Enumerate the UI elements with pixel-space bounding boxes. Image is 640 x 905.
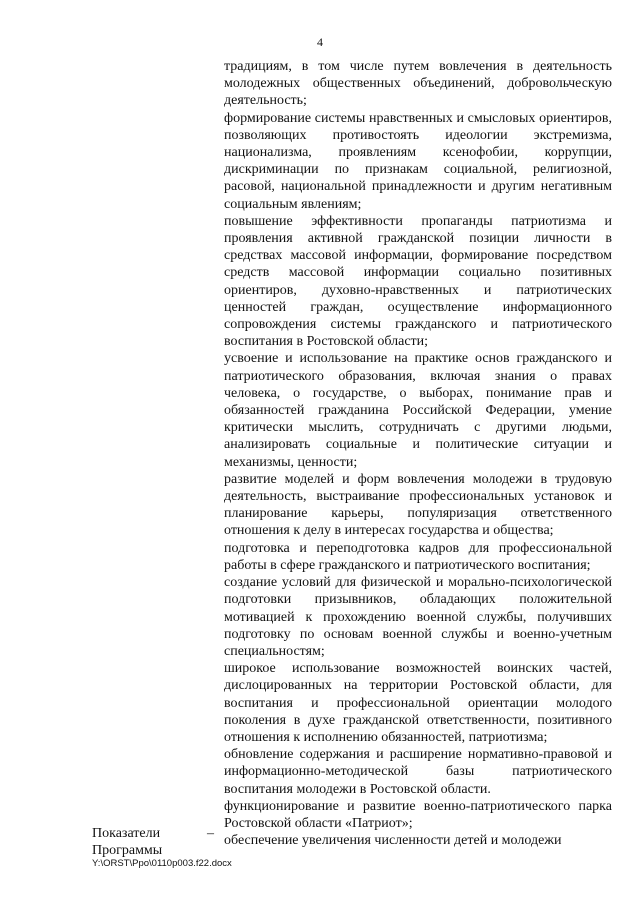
label-dash: – xyxy=(207,826,214,841)
paragraph: формирование системы нравственных и смысловых ориентиров, позволяющих противостоять идеологии экстремизма, национализма, проявлениям ксенофобии, коррупции, дискриминации по признакам социальной, религиозной, расовой, национальной принадлежности и другим негативным социальным явлениям; xyxy=(224,110,612,212)
paragraph: широкое использование возможностей воинских частей, дислоцированных на территории Ростовской области, для воспитания и профессиональной ориентации молодого поколения в духе гражданской ответственности, позитивного отношения к исполнению обязанностей, патриотизма; xyxy=(224,661,612,745)
paragraph: функционирование и развитие военно-патриотического парка Ростовской области «Патриот»; xyxy=(224,798,612,831)
paragraph: создание условий для физической и морально-психологической подготовки призывников, обладающих положительной мотивацией к прохождению военной службы, получивших подготовку по основам военной службы и военно-учетным специальностям; xyxy=(224,575,612,659)
paragraph: повышение эффективности пропаганды патриотизма и проявления активной гражданской позиции личности в средствах массовой информации, формирование посредством средств массовой информации социально позитивных ориентиров, духовно-нравственных и патриотических ценностей граждан, осуществление информационного сопровождения системы гражданского и патриотического воспитания в Ростовской области; xyxy=(224,213,612,350)
section-label: Показатели Программы xyxy=(92,826,163,859)
paragraph: развитие моделей и форм вовлечения молодежи в трудовую деятельность, выстраивание профессиональных установок и планирование карьеры, популяризация ответственного отношения к делу в интересах государства и общества; xyxy=(224,471,612,539)
page-number: 4 xyxy=(317,35,323,49)
footer-file-path: Y:\ORST\Ppo\0110p003.f22.docx xyxy=(92,858,232,869)
paragraph: обеспечение увеличения численности детей и молодежи xyxy=(224,833,562,849)
paragraph: обновление содержания и расширение нормативно-правовой и информационно-методической базы патриотического воспитания молодежи в Ростовской области. xyxy=(224,747,612,797)
paragraph: традициям, в том числе путем вовлечения в деятельность молодежных общественных объединений, добровольческую деятельность; xyxy=(224,59,612,109)
document-body xyxy=(224,58,612,849)
paragraph: усвоение и использование на практике основ гражданского и патриотического образования, включая знания о правах человека, о государстве, о выборах, понимание прав и обязанностей гражданина Российской Федерации, умение критически мыслить, сотрудничать с другими людьми, анализировать социальные и политические ситуации и механизмы, ценности; xyxy=(224,351,612,470)
paragraph: подготовка и переподготовка кадров для профессиональной работы в сфере гражданского и патриотического воспитания; xyxy=(224,540,612,573)
